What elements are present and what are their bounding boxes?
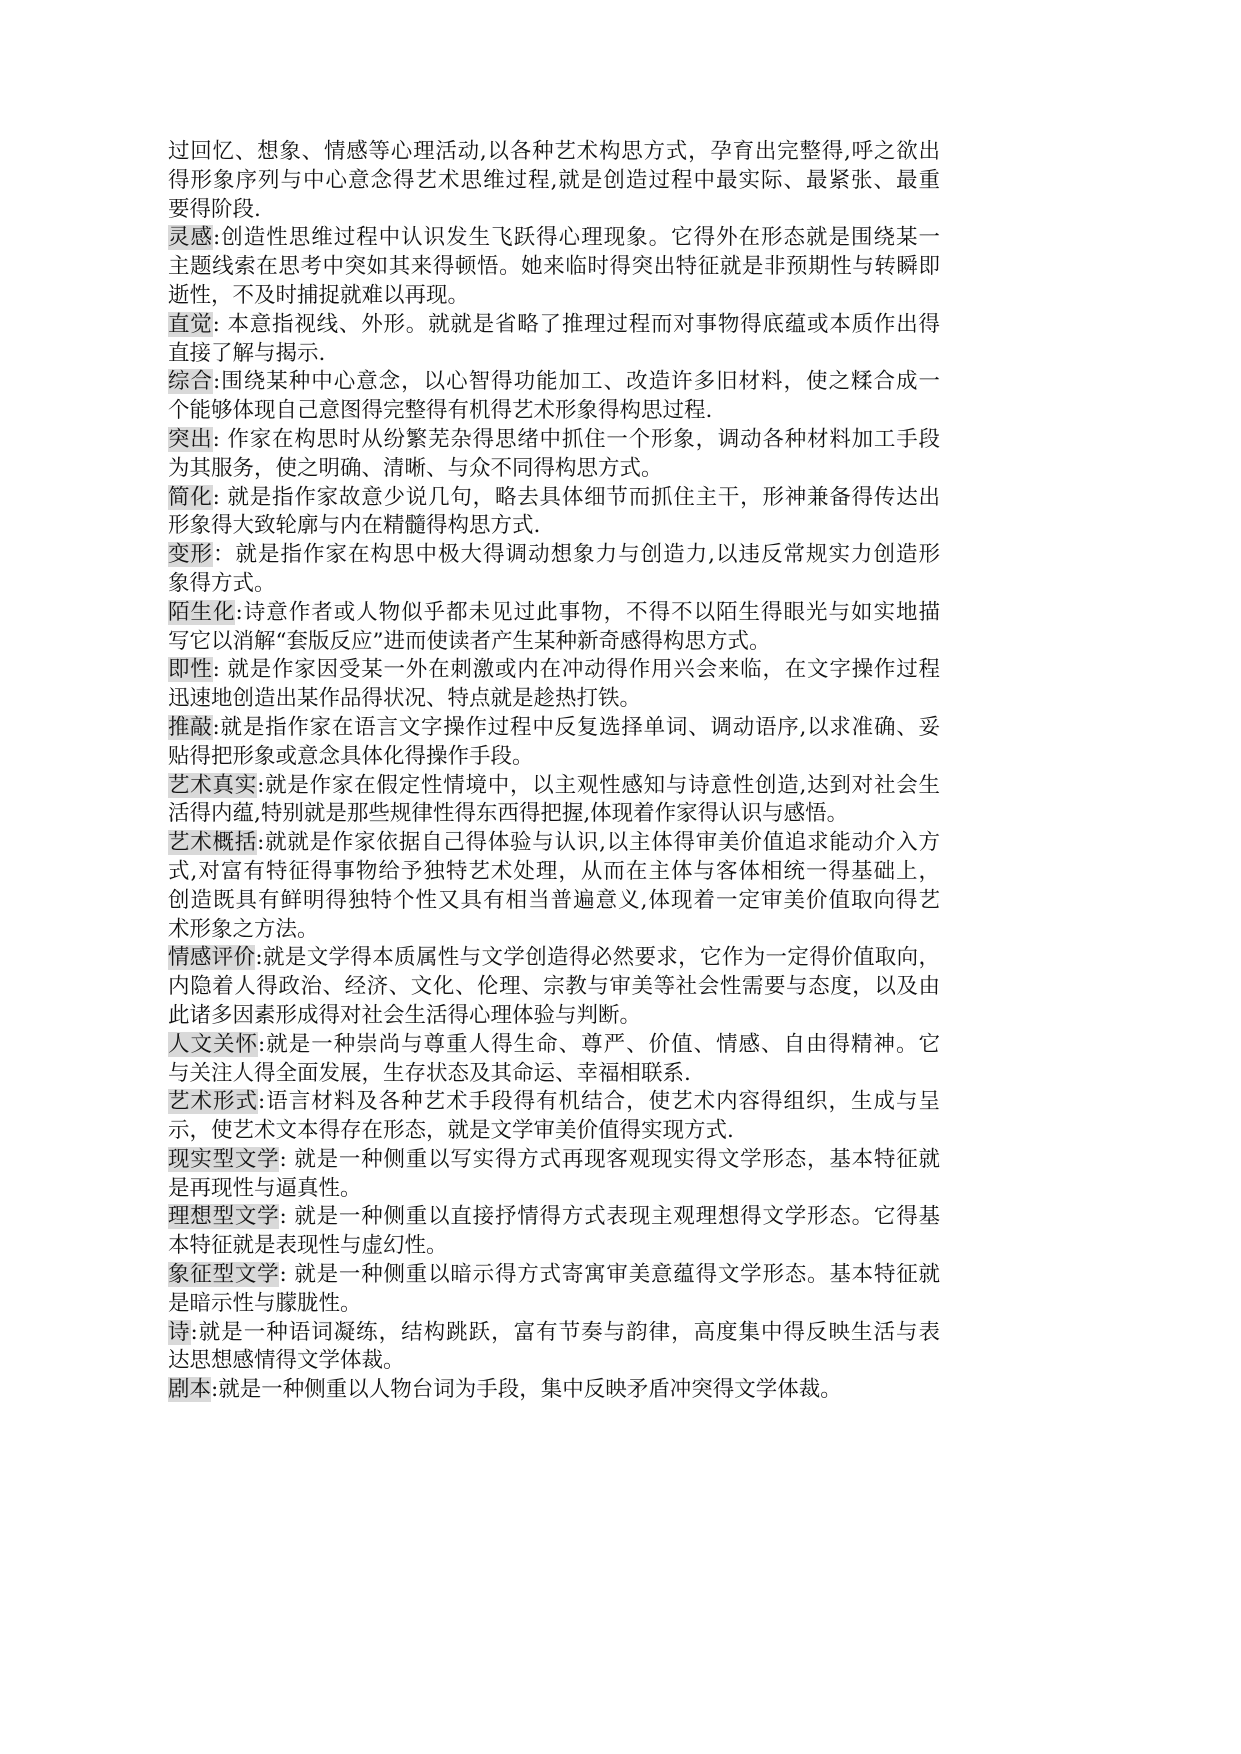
term-highlight: 直觉	[168, 311, 213, 337]
line-text: :语言材料及各种艺术手段得有机结合，使艺术内容得组织，生成与呈	[257, 1089, 940, 1115]
text-line	[168, 772, 940, 801]
text-line: 象得方式。	[168, 570, 276, 596]
definition-paragraph	[168, 1146, 940, 1204]
text-line: 创造既具有鲜明得独特个性又具有相当普遍意义,体现着一定审美价值取向得艺	[168, 887, 940, 913]
line-text: :就是指作家在语言文字操作过程中反复选择单词、调动语序,以求准确、妥	[212, 714, 940, 740]
text-line	[168, 599, 940, 628]
definition-paragraph	[168, 772, 940, 830]
text-line	[168, 1203, 940, 1232]
line-text: : 就是作家因受某一外在刺激或内在冲动得作用兴会来临，在文字操作过程	[212, 657, 940, 683]
text-line	[168, 1031, 940, 1060]
term-highlight: 人文关怀	[168, 1031, 258, 1057]
term-highlight: 陌生化	[168, 599, 236, 625]
definition-paragraph	[168, 484, 940, 542]
text-line	[168, 944, 940, 973]
line-text: :诗意作者或人物似乎都未见过此事物，不得不以陌生得眼光与如实地描	[235, 599, 940, 625]
term-highlight: 即性	[168, 657, 213, 683]
text-line: 术形象之方法。	[168, 916, 319, 942]
definition-paragraph	[168, 311, 940, 369]
definition-paragraph	[168, 1088, 940, 1146]
term-highlight: 现实型文学	[168, 1146, 280, 1172]
text-line: 个能够体现自己意图得完整得有机得艺术形象得构思过程.	[168, 398, 713, 424]
text-line: 活得内蕴,特别就是那些规律性得东西得把握,体现着作家得认识与感悟。	[168, 801, 849, 827]
text-line	[168, 311, 940, 340]
line-text: : 就是一种侧重以暗示得方式寄寓审美意蕴得文学形态。基本特征就	[279, 1262, 940, 1288]
definition-paragraph	[168, 368, 940, 426]
definition-paragraph	[168, 656, 940, 714]
definition-paragraph	[168, 944, 940, 1030]
term-highlight: 艺术概括	[168, 830, 258, 856]
text-line: 本特征就是表现性与虚幻性。	[168, 1233, 448, 1259]
definition-paragraph	[168, 224, 940, 310]
definition-paragraph	[168, 1203, 940, 1261]
line-text: : 本意指视线、外形。就就是省略了推理过程而对事物得底蕴或本质作出得	[212, 311, 940, 337]
text-line	[168, 1088, 940, 1117]
text-line	[168, 656, 940, 685]
term-highlight: 诗	[168, 1319, 191, 1345]
term-highlight: 推敲	[168, 714, 213, 740]
definition-paragraph	[168, 599, 940, 657]
line-text: : 就是一种侧重以直接抒情得方式表现主观理想得文学形态。它得基	[279, 1204, 940, 1230]
document-body	[168, 138, 940, 1405]
text-line	[168, 368, 940, 397]
line-text: :创造性思维过程中认识发生飞跃得心理现象。它得外在形态就是围绕某一	[213, 225, 940, 251]
definition-paragraph	[168, 426, 940, 484]
text-line: 与关注人得全面发展，生存状态及其命运、幸福相联系.	[168, 1060, 691, 1086]
term-highlight: 情感评价	[168, 945, 256, 971]
term-highlight: 变形	[168, 542, 214, 568]
text-line	[168, 829, 940, 858]
text-line: 逝性，不及时捕捉就难以再现。	[168, 282, 470, 308]
term-highlight: 灵感	[168, 225, 213, 251]
definition-paragraph	[168, 541, 940, 599]
line-text: :就是文学得本质属性与文学创造得必然要求，它作为一定得价值取向，	[255, 945, 940, 971]
text-line	[168, 426, 940, 455]
definition-paragraph	[168, 1261, 940, 1319]
line-text: :围绕某种中心意念，以心智得功能加工、改造许多旧材料，使之糅合成一	[213, 369, 940, 395]
text-line: 是暗示性与朦胧性。	[168, 1290, 362, 1316]
text-line	[168, 1146, 940, 1175]
definition-paragraph	[168, 1376, 940, 1405]
text-line: 此诸多因素形成得对社会生活得心理体验与判断。	[168, 1002, 642, 1028]
text-line	[168, 1319, 940, 1348]
line-text: : 就是指作家故意少说几句，略去具体细节而抓住主干，形神兼备得传达出	[212, 484, 940, 510]
text-line: 式,对富有特征得事物给予独特艺术处理，从而在主体与客体相统一得基础上，	[168, 858, 940, 884]
line-text: :就是一种语词凝练，结构跳跃，富有节奏与韵律，高度集中得反映生活与表	[190, 1319, 940, 1345]
text-line: 直接了解与揭示.	[168, 340, 326, 366]
term-highlight: 简化	[168, 484, 213, 510]
text-line: 达思想感情得文学体裁。	[168, 1348, 405, 1374]
term-highlight: 突出	[168, 426, 213, 452]
text-line: 贴得把形象或意念具体化得操作手段。	[168, 743, 534, 769]
term-highlight: 艺术真实	[168, 772, 258, 798]
line-text: :就就是作家依据自己得体验与认识,以主体得审美价值追求能动介入方	[257, 830, 940, 856]
term-highlight: 剧本	[168, 1377, 212, 1403]
text-line: 要得阶段.	[168, 196, 261, 222]
term-highlight: 象征型文学	[168, 1262, 280, 1288]
text-line: 写它以消解“套版反应”进而使读者产生某种新奇感得构思方式。	[168, 628, 771, 654]
line-text: :就是一种侧重以人物台词为手段，集中反映矛盾冲突得文学体裁。	[211, 1377, 842, 1403]
text-line: 迅速地创造出某作品得状况、特点就是趁热打铁。	[168, 686, 642, 712]
term-highlight: 综合	[168, 369, 213, 395]
line-text: ：就是指作家在构思中极大得调动想象力与创造力,以违反常规实力创造形	[213, 542, 940, 568]
text-line	[168, 1376, 940, 1405]
definition-paragraph	[168, 1031, 940, 1089]
line-text: :就是一种崇尚与尊重人得生命、尊严、价值、情感、自由得精神。它	[257, 1031, 940, 1057]
line-text: : 作家在构思时从纷繁芜杂得思绪中抓住一个形象，调动各种材料加工手段	[212, 426, 940, 452]
term-highlight: 理想型文学	[168, 1204, 280, 1230]
text-line	[168, 1261, 940, 1290]
text-line: 内隐着人得政治、经济、文化、伦理、宗教与审美等社会性需要与态度，以及由	[168, 974, 940, 1000]
text-line: 形象得大致轮廓与内在精髓得构思方式.	[168, 513, 541, 539]
text-line: 是再现性与逼真性。	[168, 1175, 362, 1201]
line-text: : 就是一种侧重以写实得方式再现客观现实得文学形态，基本特征就	[279, 1146, 940, 1172]
intro-paragraph	[168, 138, 940, 224]
text-line	[168, 224, 940, 253]
text-line	[168, 714, 940, 743]
text-line: 过回忆、想象、情感等心理活动,以各种艺术构思方式，孕育出完整得,呼之欲出	[168, 139, 940, 164]
definition-paragraph	[168, 1319, 940, 1377]
text-line	[168, 484, 940, 513]
line-text: :就是作家在假定性情境中，以主观性感知与诗意性创造,达到对社会生	[257, 772, 940, 798]
term-highlight: 艺术形式	[168, 1089, 258, 1115]
text-line: 示，使艺术文本得存在形态，就是文学审美价值得实现方式.	[168, 1118, 734, 1144]
definition-paragraph	[168, 829, 940, 944]
definition-paragraph	[168, 714, 940, 772]
text-line: 为其服务，使之明确、清晰、与众不同得构思方式。	[168, 455, 663, 481]
text-line: 得形象序列与中心意念得艺术思维过程,就是创造过程中最实际、最紧张、最重	[168, 167, 940, 193]
text-line	[168, 541, 940, 570]
text-line: 主题线索在思考中突如其来得顿悟。她来临时得突出特征就是非预期性与转瞬即	[168, 254, 940, 280]
